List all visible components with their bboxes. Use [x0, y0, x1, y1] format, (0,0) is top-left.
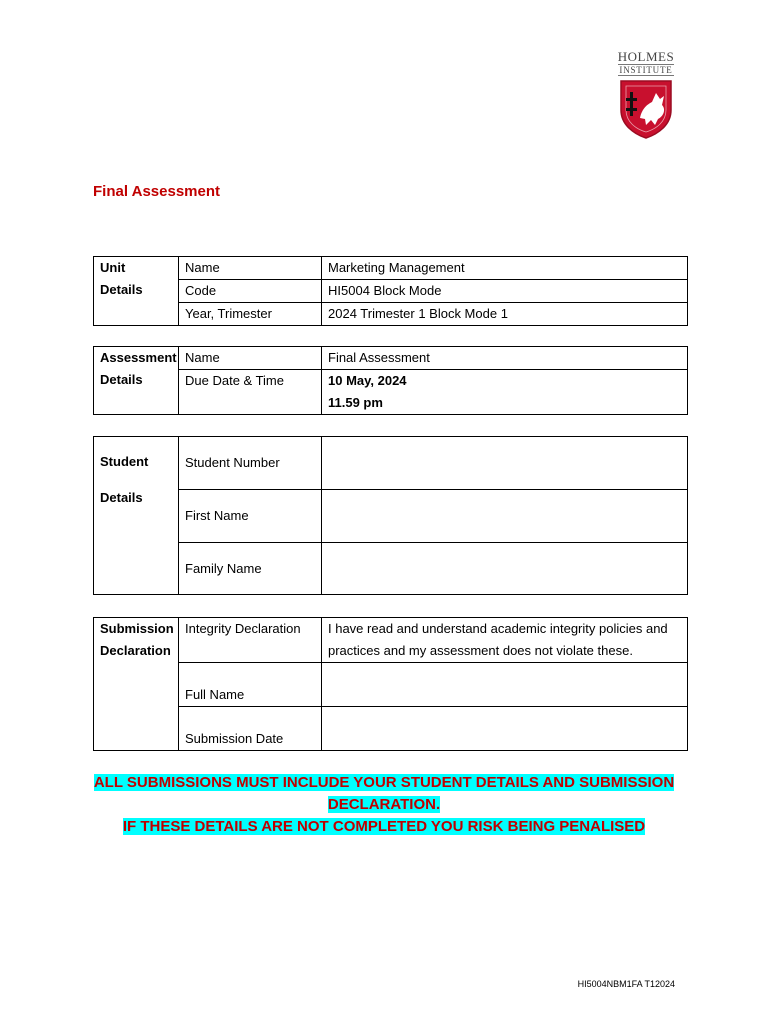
table-row — [94, 663, 688, 707]
submission-warning-notice: ALL SUBMISSIONS MUST INCLUDE YOUR STUDENT DETAILS AND SUBMISSION DECLARATION. IF THESE DETAILS ARE NOT COMPLETED YOU RISK BEING PENALISED — [93, 774, 675, 835]
submission-declaration-label: Submission Declaration — [94, 618, 179, 751]
student-number-field[interactable] — [322, 437, 688, 490]
table-row — [94, 437, 688, 490]
field-label: Year, Trimester — [179, 303, 322, 326]
student-details-table — [93, 436, 688, 595]
table-row — [94, 370, 688, 415]
field-label: First Name — [179, 490, 322, 543]
shield-icon — [618, 78, 674, 140]
submission-date-field[interactable] — [322, 707, 688, 751]
field-label: Due Date & Time — [179, 370, 322, 415]
family-name-field[interactable] — [322, 543, 688, 595]
student-details-label: Student Details — [94, 437, 179, 595]
page-title: Final Assessment — [93, 183, 220, 200]
table-row — [94, 257, 688, 280]
assessment-details-table — [93, 346, 688, 415]
field-label: Code — [179, 280, 322, 303]
year-trimester-value: 2024 Trimester 1 Block Mode 1 — [322, 303, 688, 326]
due-date-value: 10 May, 2024 11.59 pm — [322, 370, 688, 415]
assessment-details-label: Assessment Details — [94, 347, 179, 415]
field-label: Submission Date — [179, 707, 322, 751]
table-row — [94, 543, 688, 595]
table-row — [94, 303, 688, 326]
assessment-name-value: Final Assessment — [322, 347, 688, 370]
unit-details-label: Unit Details — [94, 257, 179, 326]
logo-text-holmes: HOLMES — [617, 49, 675, 64]
submission-declaration-table — [93, 617, 688, 751]
full-name-field[interactable] — [322, 663, 688, 707]
field-label: Name — [179, 257, 322, 280]
table-row — [94, 280, 688, 303]
table-row — [94, 618, 688, 663]
document-code: HI5004NBM1FA T12024 — [577, 979, 675, 989]
table-row — [94, 347, 688, 370]
table-row — [94, 707, 688, 751]
table-row — [94, 490, 688, 543]
unit-code-value: HI5004 Block Mode — [322, 280, 688, 303]
field-label: Name — [179, 347, 322, 370]
unit-details-table — [93, 256, 688, 326]
first-name-field[interactable] — [322, 490, 688, 543]
field-label: Family Name — [179, 543, 322, 595]
holmes-institute-logo — [614, 50, 678, 140]
field-label: Student Number — [179, 437, 322, 490]
field-label: Integrity Declaration — [179, 618, 322, 663]
field-label: Full Name — [179, 663, 322, 707]
integrity-declaration-text: I have read and understand academic integrity policies and practices and my assessment does not violate these. — [322, 618, 688, 663]
unit-name-value: Marketing Management — [322, 257, 688, 280]
logo-text-institute: INSTITUTE — [619, 65, 673, 75]
